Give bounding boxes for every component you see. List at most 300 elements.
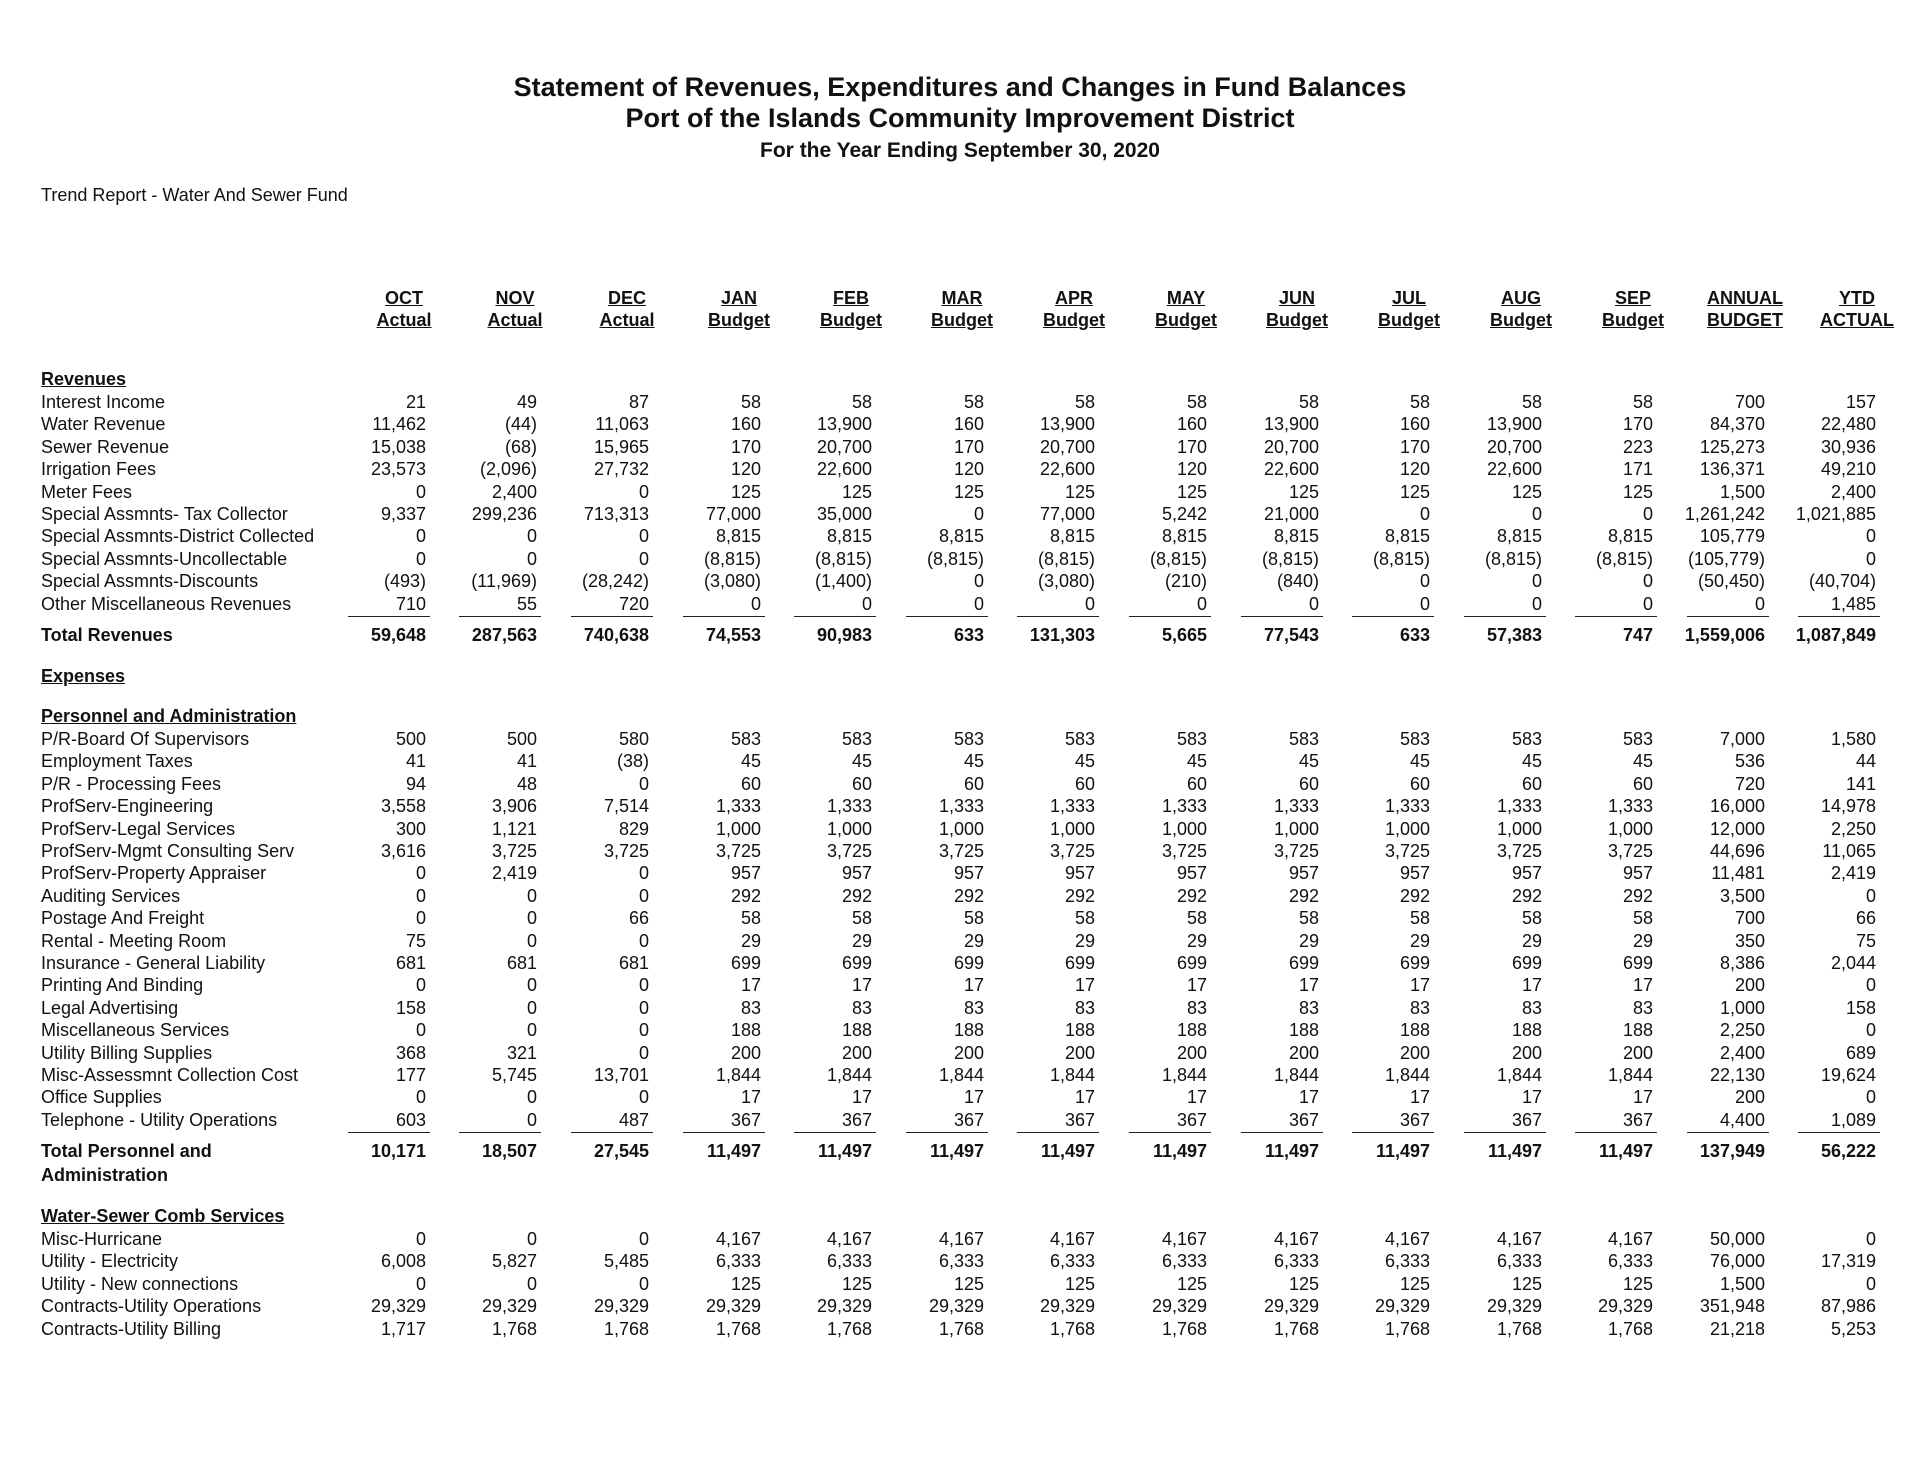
cell-value: 60 <box>851 773 872 794</box>
cell-value: 15,038 <box>370 436 426 457</box>
cell-value: 1,000 <box>1384 818 1430 839</box>
cell-value: 29,329 <box>816 1296 872 1317</box>
cell-value: 0 <box>526 1087 537 1108</box>
cell-value: 74,553 <box>705 625 761 645</box>
cell-value: 177 <box>395 1065 426 1085</box>
cell-value: 6,333 <box>1607 1251 1653 1272</box>
cell-value: 141 <box>1845 773 1876 794</box>
column-header-period: JAN <box>720 288 757 308</box>
cell-value: 200 <box>953 1042 984 1063</box>
cell-value: 2,400 <box>491 481 537 502</box>
cell-value: 3,500 <box>1719 885 1765 906</box>
cell-value: 160 <box>1399 414 1430 435</box>
cell-value: 49,210 <box>1820 459 1876 480</box>
column-header <box>684 287 794 331</box>
cell-value: 0 <box>526 930 537 951</box>
cell-value: 0 <box>1531 571 1542 592</box>
subtotal-rule <box>1241 1132 1323 1133</box>
column-header <box>1131 287 1241 331</box>
cell-value: 0 <box>638 548 649 569</box>
cell-value: 125 <box>953 481 984 502</box>
cell-value: 368 <box>395 1042 426 1063</box>
cell-value: 367 <box>953 1109 984 1130</box>
cell-value: 1,333 <box>1607 796 1653 817</box>
cell-value: 8,815 <box>1384 526 1430 547</box>
cell-value: 1,333 <box>826 796 872 817</box>
cell-value: 0 <box>1865 1229 1876 1249</box>
cell-value: 0 <box>526 908 537 929</box>
cell-value: 0 <box>415 548 426 569</box>
cell-value: 0 <box>973 571 984 592</box>
report-title-block <box>0 72 1920 168</box>
cell-value: 4,167 <box>1384 1229 1430 1249</box>
cell-value: 681 <box>395 953 426 973</box>
cell-value: 583 <box>953 729 984 749</box>
table-row <box>0 885 1920 907</box>
cell-value: 125 <box>1064 481 1095 502</box>
cell-value: 633 <box>1399 625 1430 645</box>
cell-value: 3,725 <box>938 841 984 861</box>
cell-value: 700 <box>1734 908 1765 929</box>
cell-value: 6,008 <box>380 1251 426 1272</box>
cell-value: 11,497 <box>706 1141 761 1161</box>
subtotal-rule <box>571 616 653 617</box>
cell-value: 120 <box>730 459 761 480</box>
cell-value: 583 <box>730 729 761 749</box>
cell-value: 0 <box>750 593 761 614</box>
cell-value: 299,236 <box>471 504 537 524</box>
row-label: Administration <box>41 1165 169 1185</box>
cell-value: 6,333 <box>1161 1251 1207 1272</box>
cell-value: 21 <box>405 392 426 412</box>
subtotal-rule <box>1352 1132 1434 1133</box>
row-label: Special Assmnts-Uncollectable <box>41 548 288 569</box>
cell-value: 292 <box>841 885 872 906</box>
cell-value: 60 <box>1074 773 1095 794</box>
cell-value: 0 <box>1196 593 1207 614</box>
cell-value: 1,768 <box>1496 1318 1542 1339</box>
subtotal-rule <box>1798 1132 1880 1133</box>
cell-value: 2,419 <box>491 863 537 884</box>
cell-value: 1,000 <box>1161 818 1207 839</box>
cell-value: 0 <box>1642 593 1653 614</box>
cell-value: 170 <box>1176 436 1207 457</box>
cell-value: 1,500 <box>1719 1273 1765 1294</box>
cell-value: 29 <box>963 930 984 951</box>
cell-value: 76,000 <box>1709 1251 1765 1272</box>
row-label: Miscellaneous Services <box>41 1020 230 1041</box>
cell-value: 125 <box>1511 481 1542 502</box>
district-name: Port of the Islands Community Improvement District <box>625 103 1295 133</box>
cell-value: 583 <box>1288 729 1319 749</box>
table-row <box>0 1273 1920 1295</box>
cell-value: 292 <box>1288 885 1319 906</box>
table-row <box>0 525 1920 547</box>
cell-value: 29,329 <box>1374 1296 1430 1317</box>
cell-value: 17 <box>1298 1087 1319 1108</box>
row-label: Total Revenues <box>41 625 173 645</box>
cell-value: 45 <box>1632 751 1653 772</box>
cell-value: 4,167 <box>1496 1229 1542 1249</box>
cell-value: 957 <box>1288 863 1319 884</box>
cell-value: 699 <box>1511 953 1542 973</box>
cell-value: 17 <box>1632 975 1653 996</box>
row-label: Special Assmnts-District Collected <box>41 526 315 547</box>
cell-value: 0 <box>1865 548 1876 569</box>
cell-value: (210) <box>1164 571 1207 592</box>
cell-value: 60 <box>1186 773 1207 794</box>
cell-value: 3,558 <box>380 796 426 817</box>
cell-value: 17 <box>1521 975 1542 996</box>
row-label: Employment Taxes <box>41 751 193 772</box>
cell-value: 48 <box>516 773 537 794</box>
cell-value: 60 <box>1521 773 1542 794</box>
row-label: ProfServ-Property Appraiser <box>41 863 267 884</box>
cell-value: 41 <box>405 751 426 772</box>
cell-value: 4,167 <box>715 1229 761 1249</box>
cell-value: 1,500 <box>1719 481 1765 502</box>
cell-value: 5,827 <box>491 1251 537 1272</box>
cell-value: 287,563 <box>471 625 537 645</box>
cell-value: 8,815 <box>938 526 984 547</box>
cell-value: 6,333 <box>1384 1251 1430 1272</box>
cell-value: (8,815) <box>814 548 872 569</box>
column-header-type: Budget <box>1266 310 1328 330</box>
cell-value: 500 <box>395 729 426 749</box>
cell-value: 2,400 <box>1719 1042 1765 1063</box>
cell-value: 0 <box>861 593 872 614</box>
cell-value: 713,313 <box>583 504 649 524</box>
cell-value: 60 <box>1298 773 1319 794</box>
cell-value: 60 <box>740 773 761 794</box>
cell-value: 58 <box>740 392 761 412</box>
cell-value: (40,704) <box>1808 571 1876 592</box>
cell-value: 1,844 <box>1496 1065 1542 1085</box>
cell-value: 58 <box>1521 908 1542 929</box>
cell-value: 120 <box>1176 459 1207 480</box>
cell-value: 292 <box>1176 885 1207 906</box>
cell-value: 4,167 <box>1161 1229 1207 1249</box>
cell-value: 700 <box>1734 392 1765 412</box>
cell-value: 13,900 <box>1263 414 1319 435</box>
cell-value: 699 <box>1622 953 1653 973</box>
cell-value: 3,725 <box>1384 841 1430 861</box>
column-header <box>1578 287 1688 331</box>
cell-value: (8,815) <box>1484 548 1542 569</box>
column-header-period: NOV <box>495 288 535 308</box>
cell-value: 957 <box>730 863 761 884</box>
cell-value: 0 <box>1419 504 1430 524</box>
cell-value: 29,329 <box>1039 1296 1095 1317</box>
cell-value: 699 <box>1064 953 1095 973</box>
cell-value: 125 <box>1622 1273 1653 1294</box>
cell-value: 17 <box>740 1087 761 1108</box>
cell-value: 13,900 <box>1486 414 1542 435</box>
cell-value: (8,815) <box>1595 548 1653 569</box>
table-row <box>0 907 1920 929</box>
cell-value: 6,333 <box>938 1251 984 1272</box>
cell-value: 83 <box>1632 997 1653 1018</box>
cell-value: 367 <box>1288 1109 1319 1130</box>
section-heading: Revenues <box>41 369 127 389</box>
cell-value: 83 <box>1074 997 1095 1018</box>
cell-value: 188 <box>1064 1020 1095 1041</box>
cell-value: 1,844 <box>1607 1065 1653 1085</box>
cell-value: 583 <box>1511 729 1542 749</box>
cell-value: 17 <box>1298 975 1319 996</box>
cell-value: 29,329 <box>705 1296 761 1317</box>
column-header <box>1802 287 1912 331</box>
cell-value: 44 <box>1855 751 1876 772</box>
cell-value: 125 <box>841 1273 872 1294</box>
cell-value: 17 <box>740 975 761 996</box>
cell-value: 13,900 <box>816 414 872 435</box>
subtotal-rule <box>683 1132 765 1133</box>
cell-value: 1,261,242 <box>1684 504 1765 524</box>
column-header-period: APR <box>1054 288 1093 308</box>
cell-value: 160 <box>953 414 984 435</box>
cell-value: 0 <box>526 1273 537 1294</box>
section-heading: Expenses <box>41 666 126 686</box>
row-label: Total Personnel and <box>41 1141 212 1161</box>
cell-value: 1,000 <box>1719 997 1765 1018</box>
cell-value: 57,383 <box>1486 625 1542 645</box>
cell-value: 77,000 <box>1039 504 1095 524</box>
cell-value: 58 <box>1409 908 1430 929</box>
cell-value: 0 <box>415 1020 426 1041</box>
total-row-label-continued <box>0 1164 1920 1186</box>
cell-value: 20,700 <box>1486 436 1542 457</box>
cell-value: 292 <box>953 885 984 906</box>
cell-value: 66 <box>628 908 649 929</box>
cell-value: 1,089 <box>1830 1109 1876 1130</box>
cell-value: 29,329 <box>1597 1296 1653 1317</box>
cell-value: 1,844 <box>1161 1065 1207 1085</box>
subtotal-rule <box>1241 616 1323 617</box>
cell-value: 136,371 <box>1699 459 1765 480</box>
cell-value: 66 <box>1855 908 1876 929</box>
cell-value: 367 <box>1511 1109 1542 1130</box>
cell-value: 11,497 <box>1375 1141 1430 1161</box>
cell-value: 9,337 <box>380 504 426 524</box>
table-row <box>0 503 1920 525</box>
cell-value: 0 <box>1865 975 1876 996</box>
cell-value: 8,815 <box>1496 526 1542 547</box>
table-row <box>0 1064 1920 1086</box>
cell-value: 0 <box>1084 593 1095 614</box>
cell-value: 0 <box>638 1020 649 1041</box>
column-header-type: ACTUAL <box>1820 310 1894 330</box>
cell-value: 170 <box>1622 414 1653 435</box>
cell-value: 120 <box>1399 459 1430 480</box>
cell-value: 17 <box>851 1087 872 1108</box>
column-header <box>796 287 906 331</box>
cell-value: 55 <box>516 593 537 614</box>
cell-value: 699 <box>953 953 984 973</box>
column-header-period: OCT <box>385 288 423 308</box>
column-header-period: DEC <box>607 288 646 308</box>
cell-value: 125 <box>1176 1273 1207 1294</box>
cell-value: (11,969) <box>471 571 537 592</box>
cell-value: 0 <box>1865 1087 1876 1108</box>
cell-value: 1,333 <box>1496 796 1542 817</box>
cell-value: 58 <box>851 392 872 412</box>
cell-value: 0 <box>1419 571 1430 592</box>
cell-value: 200 <box>730 1042 761 1063</box>
cell-value: 747 <box>1622 625 1653 645</box>
cell-value: 49 <box>516 392 537 412</box>
cell-value: 3,725 <box>491 841 537 861</box>
cell-value: 170 <box>953 436 984 457</box>
cell-value: 160 <box>730 414 761 435</box>
cell-value: 157 <box>1845 392 1876 412</box>
cell-value: 125 <box>1622 481 1653 502</box>
cell-value: 29 <box>1074 930 1095 951</box>
row-label: Special Assmnts-Discounts <box>41 571 259 592</box>
cell-value: 45 <box>1409 751 1430 772</box>
cell-value: 0 <box>526 548 537 569</box>
cell-value: 45 <box>1074 751 1095 772</box>
cell-value: 120 <box>953 459 984 480</box>
cell-value: 17 <box>1409 975 1430 996</box>
cell-value: 17 <box>1186 1087 1207 1108</box>
row-label: P/R-Board Of Supervisors <box>41 729 250 749</box>
section-heading: Water-Sewer Comb Services <box>41 1206 285 1226</box>
subtotal-rule <box>906 616 988 617</box>
column-header <box>1242 287 1352 331</box>
column-header-period: AUG <box>1501 288 1541 308</box>
cell-value: 17 <box>963 1087 984 1108</box>
cell-value: 125 <box>730 1273 761 1294</box>
row-label: Utility - New connections <box>41 1273 239 1294</box>
cell-value: 957 <box>953 863 984 884</box>
cell-value: 0 <box>526 526 537 547</box>
cell-value: 4,400 <box>1719 1109 1765 1130</box>
cell-value: 22,600 <box>816 459 872 480</box>
cell-value: 0 <box>973 504 984 524</box>
subtotal-rule <box>348 1132 430 1133</box>
cell-value: 84,370 <box>1709 414 1765 435</box>
cell-value: 292 <box>1622 885 1653 906</box>
cell-value: 0 <box>415 908 426 929</box>
column-header <box>907 287 1017 331</box>
column-header-type: BUDGET <box>1707 310 1783 330</box>
cell-value: 350 <box>1734 930 1765 951</box>
row-label: Misc-Hurricane <box>41 1229 163 1249</box>
cell-value: 125 <box>1288 1273 1319 1294</box>
subtotal-rule <box>1352 616 1434 617</box>
subtotal-rule <box>348 616 430 617</box>
cell-value: 292 <box>730 885 761 906</box>
row-label: Meter Fees <box>41 481 133 502</box>
cell-value: 83 <box>963 997 984 1018</box>
cell-value: 0 <box>526 975 537 996</box>
cell-value: 633 <box>953 625 984 645</box>
cell-value: 8,815 <box>1273 526 1319 547</box>
cell-value: 6,333 <box>1049 1251 1095 1272</box>
cell-value: 5,485 <box>603 1251 649 1272</box>
cell-value: 5,745 <box>491 1065 537 1085</box>
table-row <box>0 997 1920 1019</box>
cell-value: 8,815 <box>826 526 872 547</box>
cell-value: 583 <box>1622 729 1653 749</box>
subtotal-rule <box>1687 1132 1769 1133</box>
cell-value: 90,983 <box>816 625 872 645</box>
cell-value: 0 <box>1642 504 1653 524</box>
cell-value: 1,000 <box>1049 818 1095 839</box>
cell-value: 0 <box>638 1087 649 1108</box>
cell-value: 4,167 <box>938 1229 984 1249</box>
cell-value: 200 <box>1511 1042 1542 1063</box>
cell-value: 83 <box>1409 997 1430 1018</box>
cell-value: 8,815 <box>1161 526 1207 547</box>
cell-value: 583 <box>841 729 872 749</box>
cell-value: 681 <box>618 953 649 973</box>
table-row <box>0 1250 1920 1272</box>
total-row <box>0 624 1920 646</box>
cell-value: 1,333 <box>1161 796 1207 817</box>
cell-value: 125 <box>841 481 872 502</box>
cell-value: 60 <box>963 773 984 794</box>
subtotal-rule <box>1017 616 1099 617</box>
cell-value: 1,485 <box>1830 593 1876 614</box>
table-row <box>0 1295 1920 1317</box>
cell-value: 29,329 <box>593 1296 649 1317</box>
cell-value: 367 <box>1399 1109 1430 1130</box>
cell-value: 50,000 <box>1709 1229 1765 1249</box>
row-label: Special Assmnts- Tax Collector <box>41 504 288 524</box>
cell-value: 4,167 <box>1273 1229 1319 1249</box>
cell-value: 957 <box>1399 863 1430 884</box>
cell-value: 77,543 <box>1263 625 1319 645</box>
cell-value: 603 <box>395 1109 426 1130</box>
cell-value: 35,000 <box>816 504 872 524</box>
cell-value: 200 <box>1734 1087 1765 1108</box>
table-row <box>0 593 1920 615</box>
cell-value: (2,096) <box>479 459 537 480</box>
cell-value: 1,844 <box>1049 1065 1095 1085</box>
cell-value: 58 <box>1409 392 1430 412</box>
cell-value: 11,497 <box>1264 1141 1319 1161</box>
cell-value: 720 <box>618 593 649 614</box>
row-label: Other Miscellaneous Revenues <box>41 593 292 614</box>
cell-value: (105,779) <box>1687 548 1765 569</box>
subtotal-rule <box>459 1132 541 1133</box>
row-label: Legal Advertising <box>41 997 179 1018</box>
table-row <box>0 1042 1920 1064</box>
cell-value: 125,273 <box>1699 436 1765 457</box>
cell-value: 125 <box>953 1273 984 1294</box>
cell-value: 22,480 <box>1820 414 1876 435</box>
subtotal-rule <box>1129 616 1211 617</box>
row-label: ProfServ-Legal Services <box>41 818 236 839</box>
cell-value: 19,624 <box>1820 1065 1876 1085</box>
cell-value: 2,400 <box>1830 481 1876 502</box>
cell-value: 158 <box>1845 997 1876 1018</box>
cell-value: 27,732 <box>593 459 649 480</box>
table-row <box>0 750 1920 772</box>
column-header <box>460 287 570 331</box>
subtotal-rule <box>1464 1132 1546 1133</box>
cell-value: 11,462 <box>372 414 426 435</box>
subtotal-rule <box>1575 1132 1657 1133</box>
cell-value: 0 <box>1865 1273 1876 1294</box>
cell-value: 17 <box>1186 975 1207 996</box>
cell-value: 22,600 <box>1039 459 1095 480</box>
cell-value: 2,250 <box>1719 1020 1765 1041</box>
subtotal-rule <box>794 616 876 617</box>
subtotal-rule <box>683 616 765 617</box>
